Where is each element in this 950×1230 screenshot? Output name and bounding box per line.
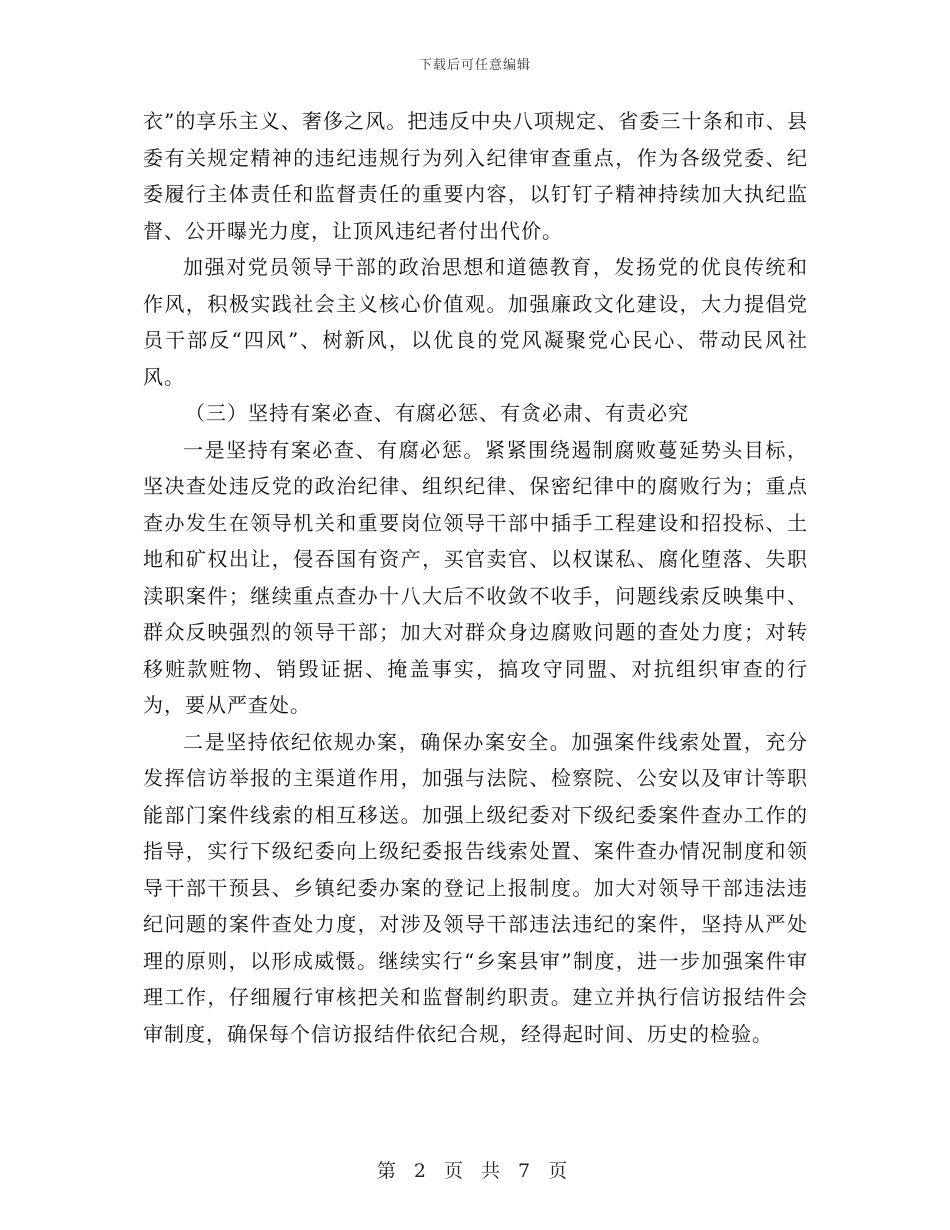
paragraph-point-one: 一是坚持有案必查、有腐必惩。紧紧围绕遏制腐败蔓延势头目标，坚决查处违反党的政治纪律、组织纪律、保密纪律中的腐败行为；重点查办发生在领导机关和重要岗位领导干部中插手工程建设和招投标、土地和矿权出让，侵吞国有资产，买官卖官、以权谋私、腐化堕落、失职渎职案件；继续重点查办十八大后不收敛不收手，问题线索反映集中、群众反映强烈的领导干部；加大对群众身边腐败问题的查处力度；对转移赃款赃物、销毁证据、掩盖事实，搞攻守同盟、对抗组织审查的行为，要从严查处。 bbox=[143, 437, 808, 717]
header-note: 下载后可任意编辑 bbox=[418, 58, 531, 73]
section-heading-three: （三）坚持有案必查、有腐必惩、有贪必肃、有责必究 bbox=[185, 401, 689, 425]
paragraph-point-two: 二是坚持依纪依规办案，确保办案安全。加强案件线索处置，充分发挥信访举报的主渠道作用，加强与法院、检察院、公安以及审计等职能部门案件线索的相互移送。加强上级纪委对下级纪委案件查办工作的指导，实行下级纪委向上级纪委报告线索处置、案件查办情况制度和领导干部干预县、乡镇纪委办案的登记上报制度。加大对领导干部违法违纪问题的案件查处力度，对涉及领导干部违法违纪的案件，坚持从严处理的原则，以形成威慑。继续实行“乡案县审”制度，进一步加强案件审理工作，仔细履行审核把关和监督制约职责。建立并执行信访报结件会审制度，确保每个信访报结件依纪合规，经得起时间、历史的检验。 bbox=[143, 729, 808, 1046]
page-number: 第 2 页 共 7 页 bbox=[376, 1160, 574, 1182]
paragraph-moral-education: 加强对党员领导干部的政治思想和道德教育，发扬党的优良传统和作风，积极实践社会主义核心价值观。加强廉政文化建设，大力提倡党员干部反“四风”、树新风，以优良的党风凝聚党心民心、带动民风社风。 bbox=[143, 255, 808, 389]
document-body bbox=[143, 103, 808, 1052]
paragraph-continuation: 衣”的享乐主义、奢侈之风。把违反中央八项规定、省委三十条和市、县委有关规定精神的违纪违规行为列入纪律审查重点，作为各级党委、纪委履行主体责任和监督责任的重要内容，以钉钉子精神持续加大执纪监督、公开曝光力度，让顶风违纪者付出代价。 bbox=[143, 109, 808, 243]
